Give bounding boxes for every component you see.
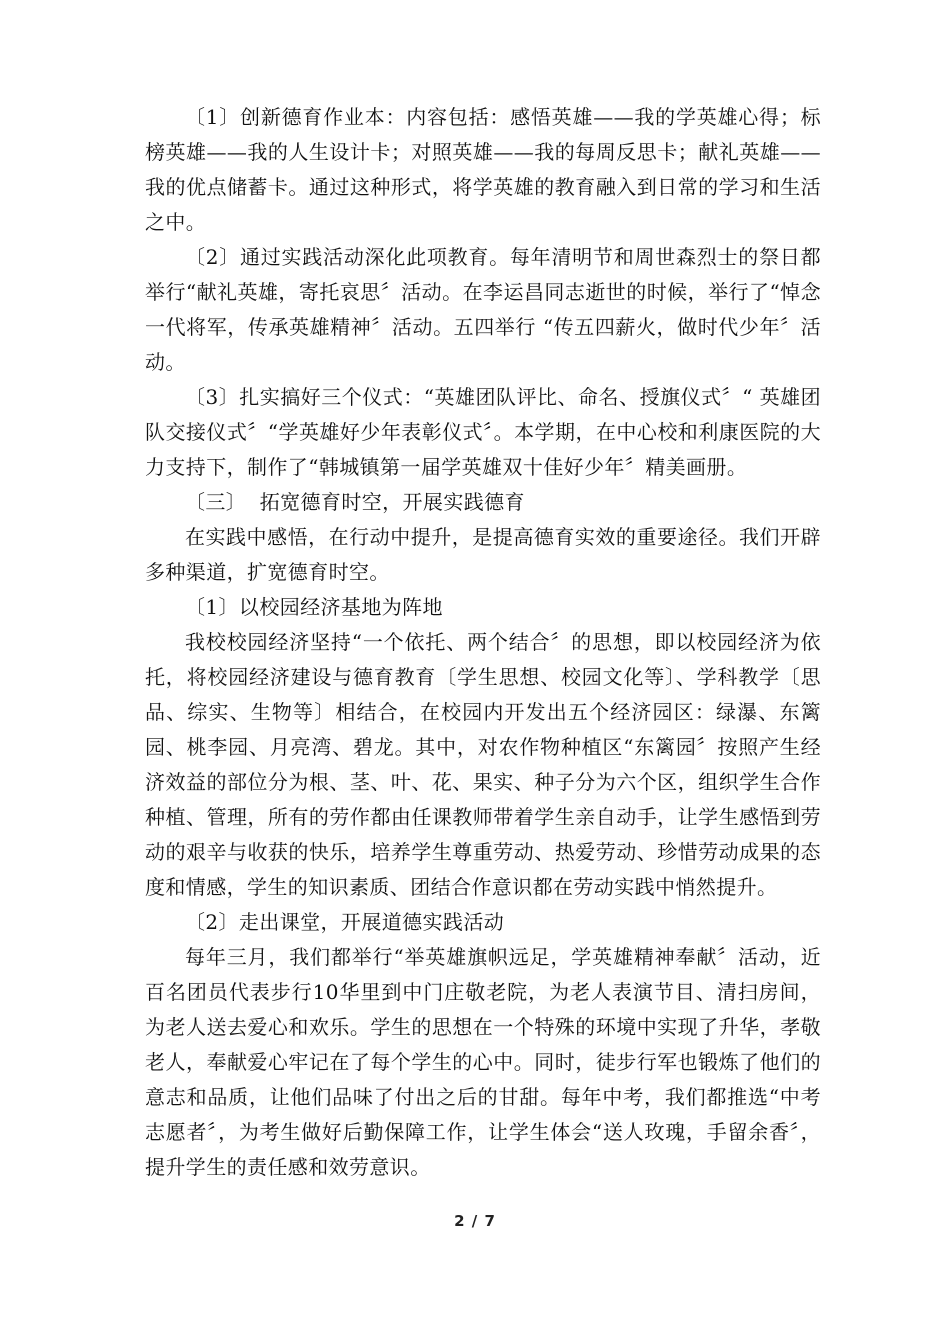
subheading-campus-economy-base: 〔1〕以校园经济基地为阵地: [185, 595, 443, 619]
paragraph-practice-intro: 在实践中感悟，在行动中提升，是提高德育实效的重要途径。我们开辟多种渠道，扩宽德育时空。: [145, 525, 821, 584]
subheading-outside-classroom: 〔2〕走出课堂，开展道德实践活动: [185, 910, 505, 934]
paragraph-three-ceremonies: 〔3〕扎实搞好三个仪式：“英雄团队评比、命名、授旗仪式〞“ 英雄团队交接仪式〞“学英雄好少年表彰仪式〞。本学期，在中心校和利康医院的大力支持下，制作了“韩城镇第一届学英雄双十佳好少年〞精美画册。: [145, 385, 821, 479]
page-number: 2 / 7: [454, 1212, 496, 1230]
paragraph-homework-book: 〔1〕创新德育作业本：内容包括：感悟英雄——我的学英雄心得；标榜英雄——我的人生设计卡；对照英雄——我的每周反思卡；献礼英雄——我的优点储蓄卡。通过这种形式，将学英雄的教育融入到日常的学习和生活之中。: [145, 105, 821, 234]
section-heading-practice-moral-education: 〔三〕 拓宽德育时空，开展实践德育: [185, 490, 525, 514]
paragraph-volunteer-activities: 每年三月，我们都举行“举英雄旗帜远足，学英雄精神奉献〞活动，近百名团员代表步行10华里到中门庄敬老院，为老人表演节目、清扫房间，为老人送去爱心和欢乐。学生的思想在一个特殊的环境中实现了升华，孝敬老人，奉献爱心牢记在了每个学生的心中。同时，徒步行军也锻炼了他们的意志和品质，让他们品味了付出之后的甘甜。每年中考，我们都推选“中考志愿者〞，为考生做好后勤保障工作，让学生体会“送人玫瑰，手留余香〞，提升学生的责任感和效劳意识。: [145, 945, 821, 1179]
paragraph-campus-economy: 我校校园经济坚持“一个依托、两个结合〞的思想，即以校园经济为依托，将校园经济建设与德育教育〔学生思想、校园文化等〕、学科教学〔思品、综实、生物等〕相结合，在校园内开发出五个经济园区：绿瀑、东篱园、桃李园、月亮湾、碧龙。其中，对农作物种植区“东篱园〞按照产生经济效益的部位分为根、茎、叶、花、果实、种子分为六个区，组织学生合作种植、管理，所有的劳作都由任课教师带着学生亲自动手，让学生感悟到劳动的艰辛与收获的快乐，培养学生尊重劳动、热爱劳动、珍惜劳动成果的态度和情感，学生的知识素质、团结合作意识都在劳动实践中悄然提升。: [145, 630, 821, 899]
paragraph-practice-activities: 〔2〕通过实践活动深化此项教育。每年清明节和周世森烈士的祭日都举行“献礼英雄，寄托哀思〞活动。在李运昌同志逝世的时候，举行了“悼念一代将军，传承英雄精神〞活动。五四举行 “传五四薪火，做时代少年〞活动。: [145, 245, 821, 374]
document-body: [145, 100, 821, 1185]
